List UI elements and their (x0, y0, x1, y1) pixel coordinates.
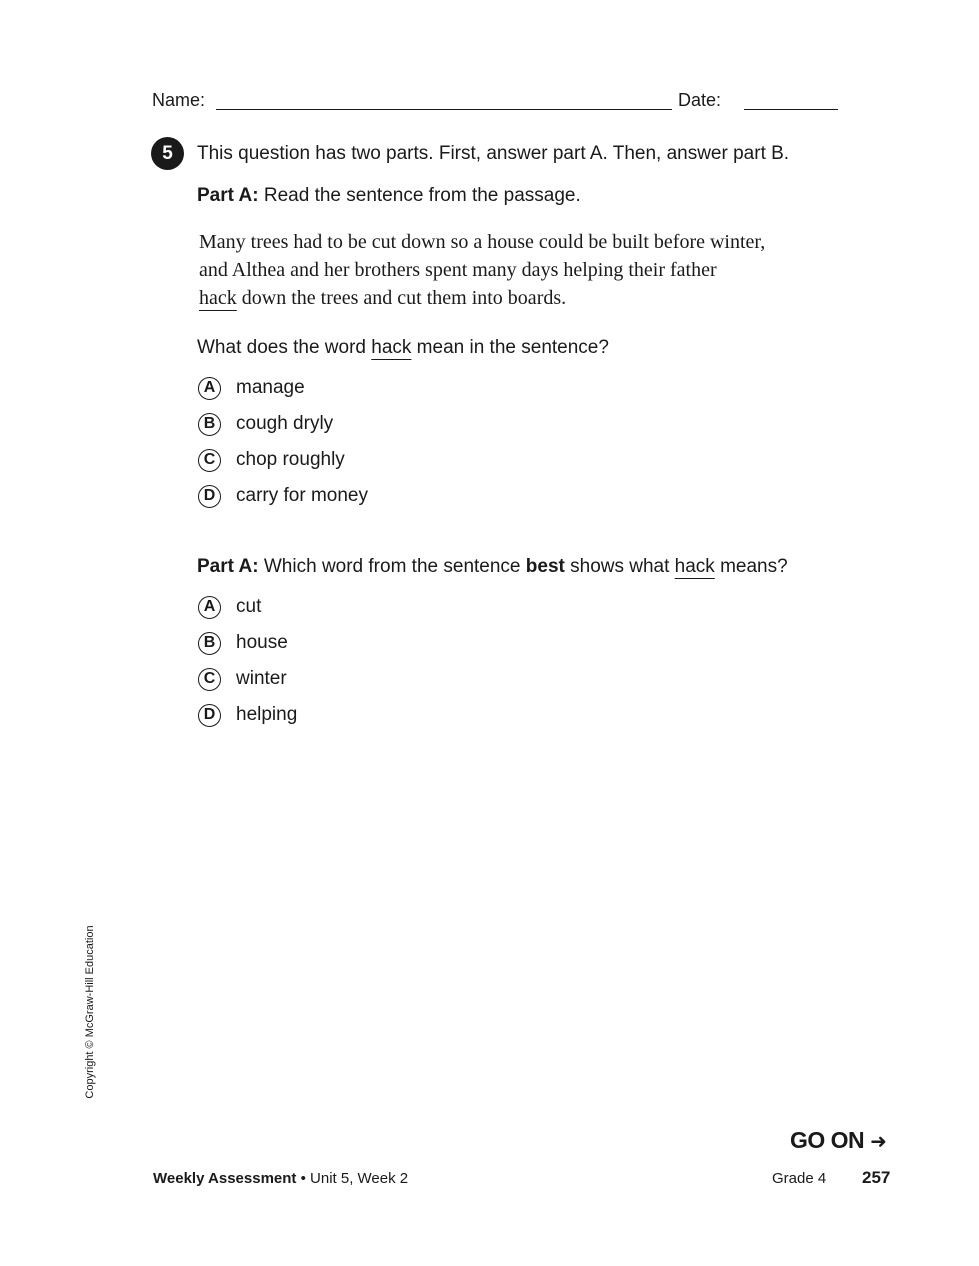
choice-text: cut (236, 596, 262, 617)
name-field[interactable] (216, 109, 672, 110)
choice-text: chop roughly (236, 449, 345, 470)
name-label: Name: (152, 90, 206, 110)
date-field[interactable] (744, 109, 838, 110)
question-text: means? (714, 556, 788, 577)
question-text: shows what (564, 556, 675, 577)
go-on-indicator (790, 1127, 886, 1154)
page-number: 257 (862, 1168, 891, 1187)
passage-line-rest: down the trees and cut them into boards. (236, 287, 567, 309)
passage-line: Many trees had to be cut down so a house could be built before winter, (199, 231, 766, 253)
copyright-notice: Copyright © McGraw-Hill Education (84, 925, 96, 1099)
passage-line (199, 284, 839, 312)
passage-target-word: hack (199, 287, 237, 309)
emphasis-word: best (525, 556, 565, 577)
grade-label: Grade 4 (772, 1170, 827, 1187)
arrow-right-icon: ➜ (870, 1131, 887, 1153)
choice-text: cough dryly (236, 413, 334, 434)
go-on-label: GO ON (790, 1127, 865, 1153)
part-a-question (197, 337, 609, 359)
question-text: Which word from the sentence (258, 556, 526, 577)
choice-text: manage (236, 377, 305, 398)
answer-bubble[interactable]: A (198, 377, 221, 400)
answer-bubble[interactable]: D (198, 704, 221, 727)
date-label: Date: (678, 90, 722, 110)
answer-bubble[interactable]: B (198, 632, 221, 655)
footer-separator: • (296, 1170, 311, 1187)
part-a-prompt-text: Read the sentence from the passage. (263, 185, 581, 206)
name-date-header (152, 88, 838, 116)
choice-text: house (236, 632, 288, 653)
assessment-title: Weekly Assessment (153, 1170, 297, 1187)
answer-bubble[interactable]: D (198, 485, 221, 508)
question-target-word: hack (674, 556, 715, 577)
part-b-label: Part A: (197, 556, 259, 577)
passage-excerpt (199, 228, 839, 312)
choice-text: helping (236, 704, 298, 725)
part-a-prompt (197, 185, 581, 207)
part-a-label: Part A: (197, 185, 259, 206)
part-b-question (197, 556, 788, 578)
answer-bubble[interactable]: B (198, 413, 221, 436)
choice-text: carry for money (236, 485, 368, 506)
answer-bubble[interactable]: A (198, 596, 221, 619)
unit-week: Unit 5, Week 2 (310, 1170, 409, 1187)
question-instructions: This question has two parts. First, answer part A. Then, answer part B. (197, 143, 790, 164)
answer-bubble[interactable]: C (198, 449, 221, 472)
passage-line: and Althea and her brothers spent many days helping their father (199, 259, 717, 281)
question-text: What does the word (197, 337, 372, 358)
answer-bubble[interactable]: C (198, 668, 221, 691)
question-text: mean in the sentence? (411, 337, 609, 358)
question-target-word: hack (371, 337, 412, 358)
footer-assessment (153, 1170, 408, 1187)
question-number-badge: 5 (151, 137, 184, 170)
choice-text: winter (236, 668, 287, 689)
